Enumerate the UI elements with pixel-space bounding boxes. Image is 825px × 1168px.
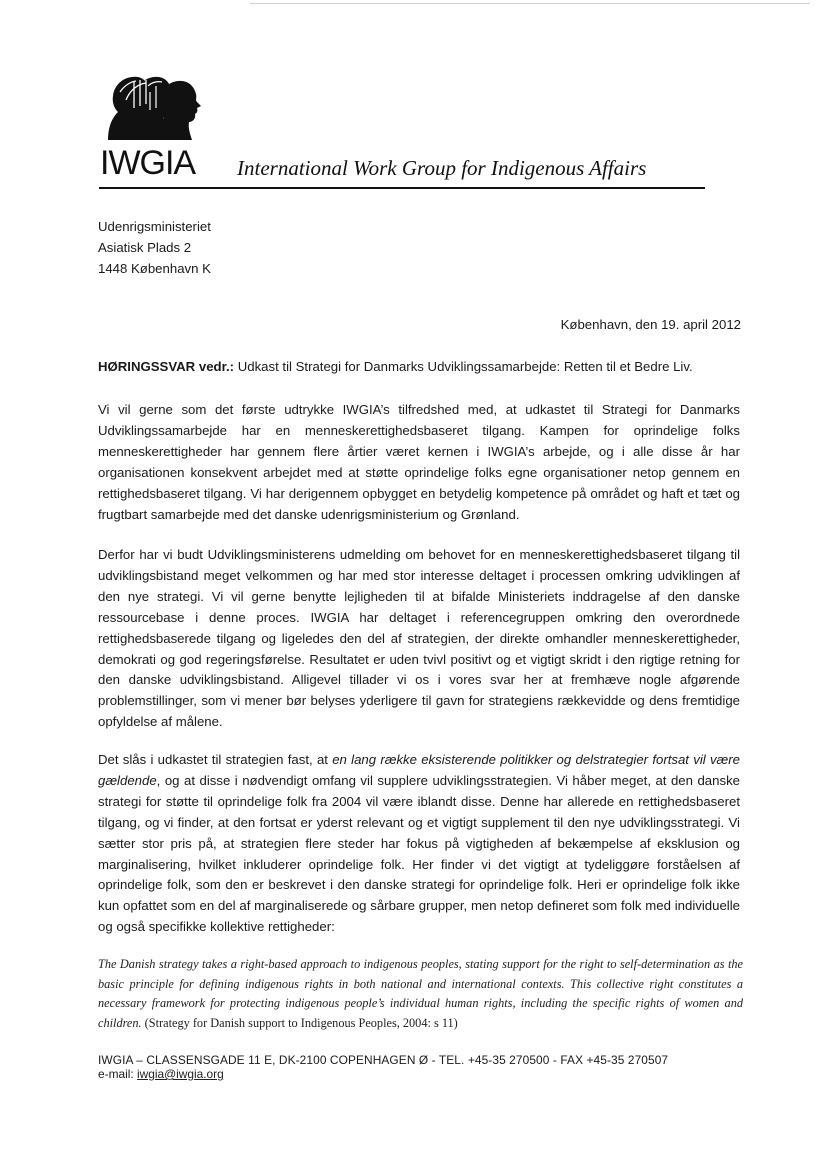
- letter-date: København, den 19. april 2012: [560, 317, 741, 332]
- quote-text: The Danish strategy takes a right-based approach to indigenous peoples, stating support for the right to self-determination as the basic principle for defining indigenous rights in both national and international contexts. This collective right constitutes a necessary framework for protecting indigenous people’s individual human rights, including the specific rights of women and children.: [98, 957, 743, 1030]
- recipient-line-1: Udenrigsministeriet: [98, 219, 211, 234]
- p3-italic-quote: en lang række eksisterende politikker og delstrategier fortsat vil være gældende: [98, 752, 740, 788]
- faces-silhouette-icon: [100, 72, 210, 147]
- logo-wordmark: IWGIA: [100, 144, 196, 182]
- p3-start: Det slås i udkastet til strategien fast, at: [98, 752, 333, 767]
- body-paragraph-1: Vi vil gerne som det første udtrykke IWGIA’s tilfredshed med, at udkastet til Strategi for Danmarks Udviklingssamarbejde har en menneskerettighedsbaseret tilgang. Kampen for oprindelige folks menneskerettigheder har gennem flere årtier været kernen i IWGIA’s arbejde, og i alle disse år har organisationen konsekvent arbejdet med at støtte oprindelige folks egne organisationer netop gennem en rettighedsbaseret tilgang. Vi har derigennem opbygget en betydelig kompetence på området og haft et tæt og frugtbart samarbejde med det danske udenrigsministerium og Grønland.: [98, 402, 740, 522]
- body-paragraph-3: [98, 750, 740, 938]
- quote-source: (Strategy for Danish support to Indigenous Peoples, 2004: s 11): [141, 1015, 458, 1030]
- block-quote: [98, 955, 743, 1033]
- recipient-address: [98, 216, 211, 279]
- recipient-line-3: 1448 København K: [98, 261, 211, 276]
- body-paragraph-2: Derfor har vi budt Udviklingsministerens udmelding om behovet for en menneskerettighedsbaseret tilgang til udviklingsbistand meget velkommen og har med stor interesse deltaget i processen omkring udviklingen af den nye strategi. Vi vil gerne benytte lejligheden til at bifalde Ministeriets inddragelse af den danske ressourcebase i denne proces. IWGIA har deltaget i referencegruppen omkring den overordnede rettighedsbaserede tilgang og ligeledes den del af strategien, der direkte omhandler menneskerettigheder, demokrati og god regeringsførelse. Resultatet er uden tvivl positivt og et vigtigt skridt i den rigtige retning for den danske udviklingsbistand. Alligevel tillader vi os i vores svar her at fremhæve nogle afgørende problemstillinger, som vi mener bør belyses yderligere til gavn for strategiens rækkevidde og dens fremtidige opfyldelse af målene.: [98, 547, 740, 730]
- subject-text: Udkast til Strategi for Danmarks Udviklingssamarbejde: Retten til et Bedre Liv.: [234, 359, 693, 374]
- subject-line: [98, 359, 693, 374]
- footer-email-link[interactable]: iwgia@iwgia.org: [136, 1067, 224, 1081]
- footer-email-line: [98, 1067, 224, 1081]
- header-rule: [99, 187, 705, 189]
- recipient-line-2: Asiatisk Plads 2: [98, 240, 192, 255]
- p3-end: , og at disse i nødvendigt omfang vil supplere udviklingsstrategien. Vi håber meget, at den danske strategi for støtte til oprindelige folk fra 2004 vil være iblandt disse. Denne har allerede en rettighedsbaseret tilgang, og vi finder, at den fortsat er yderst relevant og et vigtigt supplement til den nye udviklingsstrategi. Vi sætter stor pris på, at strategien flere steder har fokus på vigtigheden af bekæmpelse af eksklusion og marginalisering, hvilket inkluderer oprindelige folk. Her finder vi det vigtigt at tydeliggøre forståelsen af oprindelige folk, som den er beskrevet i den danske strategi for oprindelige folk. Heri er oprindelige folk ikke kun opfattet som en del af marginaliserede og sårbare grupper, men netop defineret som folk med individuelle og også specifikke kollektive rettigheder:: [98, 772, 740, 935]
- organization-name: International Work Group for Indigenous Affairs: [237, 156, 647, 180]
- footer-email-label: e-mail:: [98, 1067, 137, 1081]
- page-top-edge-line: [250, 3, 810, 4]
- subject-label: HØRINGSSVAR vedr.:: [98, 359, 235, 374]
- footer-address: IWGIA – CLASSENSGADE 11 E, DK-2100 COPENHAGEN Ø - TEL. +45-35 270500 - FAX +45-35 270507: [98, 1053, 669, 1067]
